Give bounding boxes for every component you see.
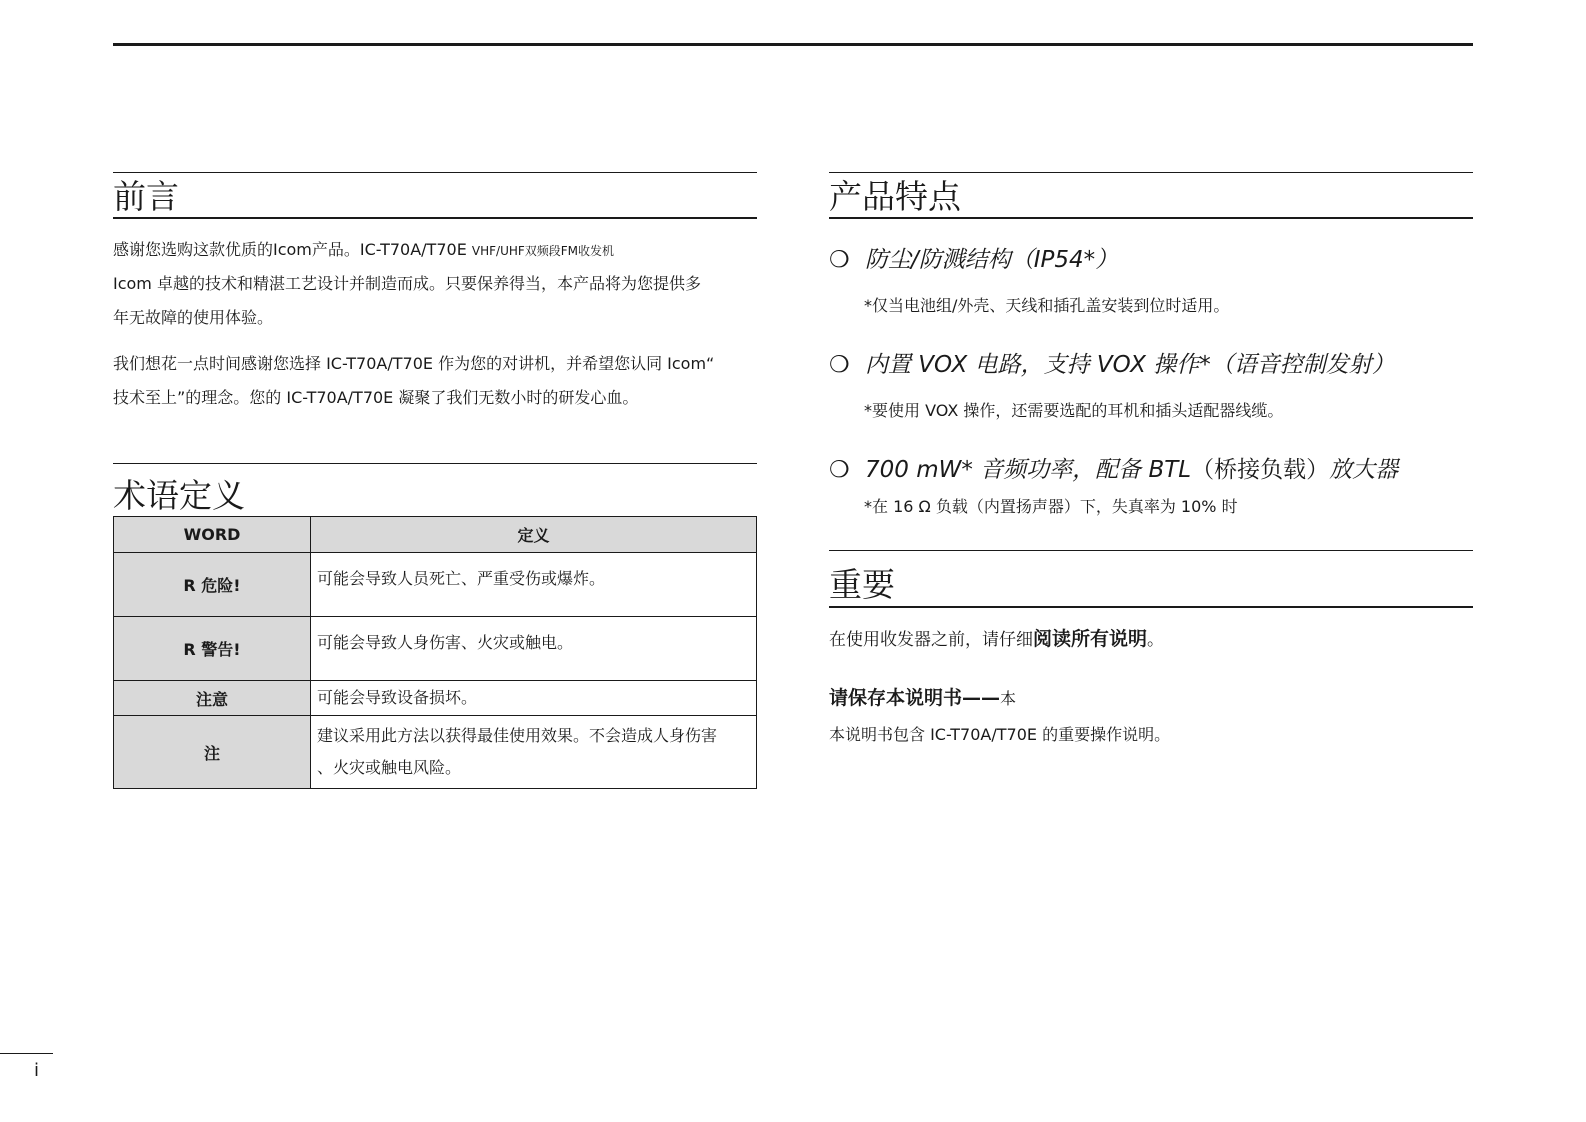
table-row: [114, 617, 757, 681]
important-line-1: [829, 622, 1164, 657]
circle-bullet-icon: ❍: [829, 352, 850, 378]
terms-title: 术语定义: [113, 476, 245, 515]
feature-note: *在 16 Ω 负载（内置扬声器）下，失真率为 10% 时: [864, 497, 1238, 516]
feature-title: 防尘/防溅结构（IP54*）: [865, 247, 1119, 273]
feature-title-paren: （桥接负载）: [1191, 457, 1330, 483]
foreword-bottom-rule: [113, 217, 757, 219]
important-bottom-rule: [829, 606, 1473, 608]
feature-item-3: [829, 455, 1398, 485]
foreword-paragraph-2-line-2: 技术至上”的理念。您的 IC-T70A/T70E 凝聚了我们无数小时的研发心血。: [113, 388, 639, 407]
foreword-p1-main: 感谢您选购这款优质的Icom产品。IC-T70A/T70E: [113, 240, 472, 259]
terms-header-word: WORD: [114, 517, 311, 553]
important-line-3: 本说明书包含 IC-T70A/T70E 的重要操作说明。: [829, 725, 1171, 744]
top-rule: [113, 43, 1473, 46]
terms-top-rule: [113, 463, 757, 464]
foreword-paragraph-1-line-3: 年无故障的使用体验。: [113, 308, 274, 327]
term-word: R 警告!: [114, 617, 311, 681]
terms-table-header: [114, 517, 757, 553]
features-top-rule: [829, 172, 1473, 173]
important-line-1-bold: 阅读所有说明: [1033, 628, 1148, 650]
features-bottom-rule: [829, 217, 1473, 219]
table-row: [114, 553, 757, 617]
foreword-title: 前言: [113, 177, 179, 216]
feature-title: 700 mW* 音频功率，配备 BTL: [865, 457, 1192, 483]
term-definition-line-1: 建议采用此方法以获得最佳使用效果。不会造成人身伤害: [317, 726, 718, 745]
important-save-bold: 请保存本说明书——: [829, 687, 1001, 709]
foreword-top-rule: [113, 172, 757, 173]
terms-header-def: 定义: [311, 517, 757, 553]
term-word: 注意: [114, 681, 311, 716]
important-save-line: [829, 681, 1016, 716]
table-row: [114, 681, 757, 716]
important-title: 重要: [829, 565, 895, 604]
feature-title: 内置 VOX 电路，支持 VOX 操作*（语音控制发射）: [865, 352, 1395, 378]
foreword-paragraph-1-line-1: [113, 233, 614, 268]
important-save-normal: 本: [1000, 689, 1017, 708]
term-definition-line-2: 、火灾或触电风险。: [317, 758, 462, 777]
feature-note: *要使用 VOX 操作，还需要选配的耳机和插头适配器线缆。: [864, 401, 1284, 420]
important-top-rule: [829, 550, 1473, 551]
important-line-1-end: 。: [1147, 630, 1165, 650]
table-row: [114, 716, 757, 789]
term-word: 注: [114, 716, 311, 789]
term-definition: 可能会导致人身伤害、火灾或触电。: [311, 617, 757, 681]
foreword-paragraph-1-line-2: Icom 卓越的技术和精湛工艺设计并制造而成。只要保养得当，本产品将为您提供多: [113, 274, 701, 293]
feature-title-end: 放大器: [1329, 457, 1399, 483]
term-definition: 可能会导致人员死亡、严重受伤或爆炸。: [311, 553, 757, 617]
features-title: 产品特点: [829, 177, 961, 216]
term-word: R 危险!: [114, 553, 311, 617]
term-definition: 可能会导致设备损坏。: [311, 681, 757, 716]
terms-table: [113, 516, 757, 789]
page-number: i: [34, 1060, 40, 1081]
circle-bullet-icon: ❍: [829, 457, 850, 483]
feature-note: *仅当电池组/外壳、天线和插孔盖安装到位时适用。: [864, 296, 1230, 315]
important-line-1-normal: 在使用收发器之前，请仔细: [829, 630, 1033, 650]
foreword-paragraph-2-line-1: 我们想花一点时间感谢您选择 IC-T70A/T70E 作为您的对讲机，并希望您认同 Icom“: [113, 354, 715, 373]
feature-item-2: [829, 350, 1395, 380]
term-definition: [311, 716, 757, 789]
foreword-p1-small: VHF/UHF双频段FM收发机: [471, 244, 615, 258]
page-number-rule: [0, 1053, 53, 1054]
circle-bullet-icon: ❍: [829, 247, 850, 273]
feature-item-1: [829, 245, 1118, 275]
